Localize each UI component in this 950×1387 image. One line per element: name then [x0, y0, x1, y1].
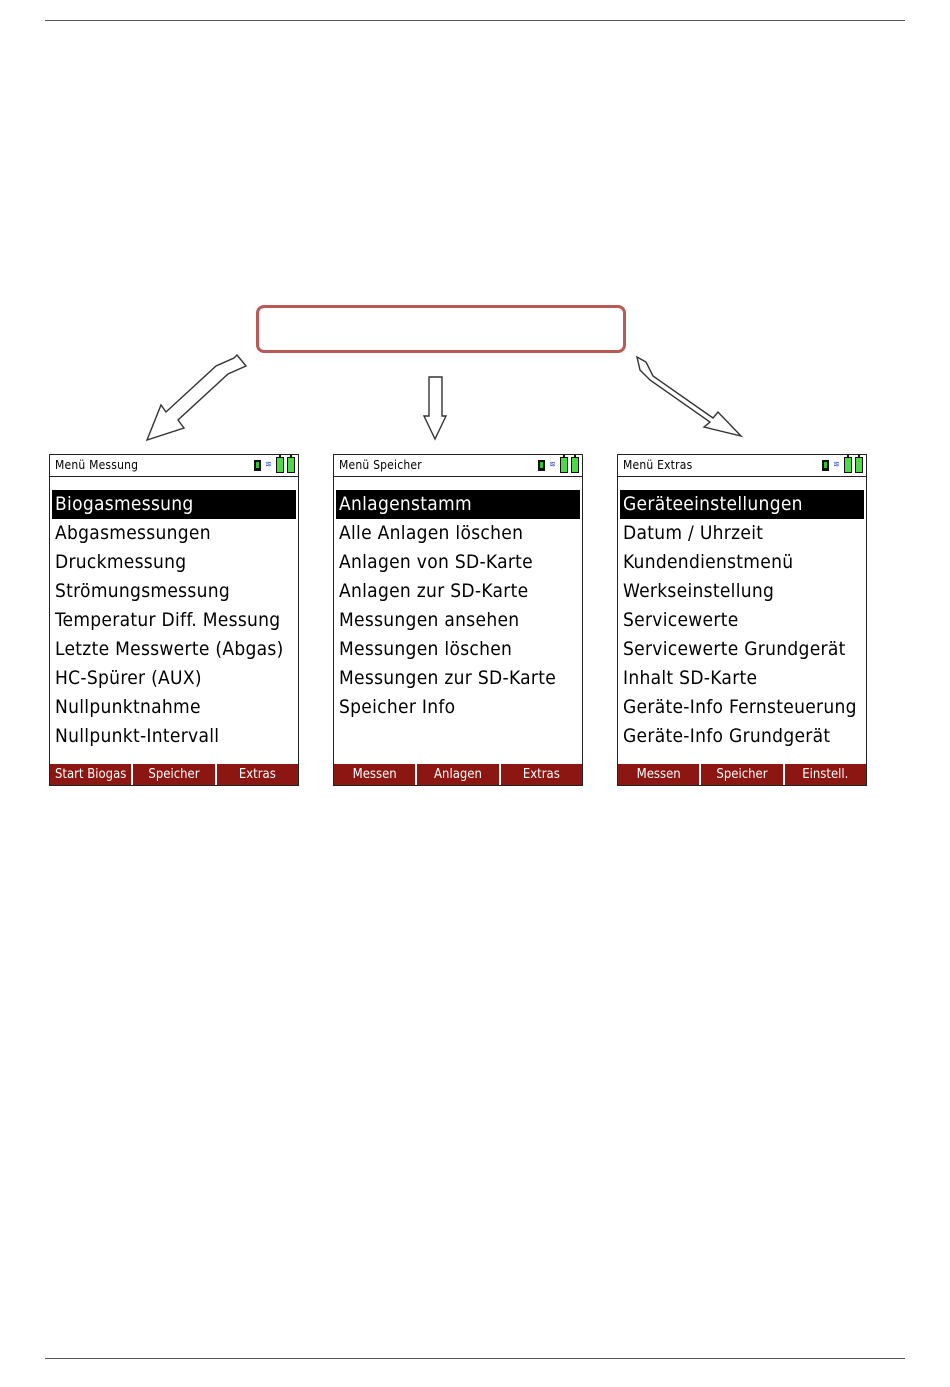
softkey-anlagen[interactable]: Anlagen: [415, 764, 498, 785]
arrows-layer: [0, 0, 950, 460]
softkey-speicher[interactable]: Speicher: [699, 764, 782, 785]
menu-item-hc-spuerer[interactable]: HC-Spürer (AUX): [55, 667, 202, 689]
softkey-bar: [618, 764, 866, 785]
sd-card-icon: [538, 460, 545, 471]
wireless-icon: ≋: [833, 460, 840, 470]
arrow-down-icon: [424, 377, 446, 439]
menu-item-inhalt-sd[interactable]: Inhalt SD-Karte: [623, 667, 758, 689]
menu-item-alle-anlagen-loeschen[interactable]: Alle Anlagen löschen: [339, 522, 524, 544]
battery-icon: [560, 457, 568, 473]
screen-title: Menü Speicher: [339, 458, 422, 472]
battery-icon: [276, 457, 284, 473]
softkey-bar: [334, 764, 582, 785]
arrow-left-icon: [147, 355, 246, 440]
menu-item-stroemungsmessung[interactable]: Strömungsmessung: [55, 580, 231, 602]
menu-item-anlagen-zur-sd[interactable]: Anlagen zur SD-Karte: [339, 580, 529, 602]
menu-item-anlagen-von-sd[interactable]: Anlagen von SD-Karte: [339, 551, 533, 573]
footer-rule: [45, 1358, 905, 1359]
softkey-speicher[interactable]: Speicher: [131, 764, 214, 785]
softkey-einstell[interactable]: Einstell.: [783, 764, 866, 785]
softkey-extras[interactable]: Extras: [215, 764, 298, 785]
wireless-icon: ≋: [549, 460, 556, 470]
screen-menu-speicher: [333, 454, 583, 786]
status-icons: [254, 457, 295, 473]
menu-list: [52, 490, 296, 751]
menu-item-datum-uhrzeit[interactable]: Datum / Uhrzeit: [623, 522, 764, 544]
battery-icon: [571, 457, 579, 473]
battery-icon: [844, 457, 852, 473]
menu-item-geraete-info-grundgeraet[interactable]: Geräte-Info Grundgerät: [623, 725, 831, 747]
menu-item-kundendienstmenue[interactable]: Kundendienstmenü: [623, 551, 794, 573]
title-bar: [50, 455, 298, 477]
softkey-messen[interactable]: Messen: [636, 767, 681, 782]
menu-item-werkseinstellung[interactable]: Werkseinstellung: [623, 580, 775, 602]
softkey-extras[interactable]: Extras: [499, 764, 582, 785]
title-bar: [334, 455, 582, 477]
sd-card-icon: [254, 460, 261, 471]
screen-menu-extras: [617, 454, 867, 786]
menu-item-geraeteeinstellungen[interactable]: Geräteeinstellungen: [620, 490, 864, 519]
arrow-right-icon: [637, 357, 741, 436]
screen-title: Menü Messung: [55, 458, 139, 472]
menu-item-messungen-loeschen[interactable]: Messungen löschen: [339, 638, 513, 660]
menu-list: [336, 490, 580, 722]
menu-item-temperatur-diff[interactable]: Temperatur Diff. Messung: [55, 609, 281, 631]
screen-menu-messung: [49, 454, 299, 786]
title-bar: [618, 455, 866, 477]
softkey-messen[interactable]: Messen: [352, 767, 397, 782]
menu-item-messungen-zur-sd[interactable]: Messungen zur SD-Karte: [339, 667, 557, 689]
menu-item-druckmessung[interactable]: Druckmessung: [55, 551, 187, 573]
menu-item-servicewerte[interactable]: Servicewerte: [623, 609, 739, 631]
softkey-start-biogas[interactable]: Start Biogas: [54, 767, 127, 782]
status-icons: [538, 457, 579, 473]
sd-card-icon: [822, 460, 829, 471]
battery-icon: [287, 457, 295, 473]
menu-item-abgasmessungen[interactable]: Abgasmessungen: [55, 522, 211, 544]
menu-item-letzte-messwerte[interactable]: Letzte Messwerte (Abgas): [55, 638, 284, 660]
menu-item-biogasmessung[interactable]: Biogasmessung: [52, 490, 296, 519]
status-icons: [822, 457, 863, 473]
menu-item-messungen-ansehen[interactable]: Messungen ansehen: [339, 609, 520, 631]
screen-title: Menü Extras: [623, 458, 693, 472]
battery-icon: [855, 457, 863, 473]
menu-item-nullpunkt-intervall[interactable]: Nullpunkt-Intervall: [55, 725, 220, 747]
menu-list: [620, 490, 864, 751]
menu-item-servicewerte-grundgeraet[interactable]: Servicewerte Grundgerät: [623, 638, 846, 660]
menu-item-nullpunktnahme[interactable]: Nullpunktnahme: [55, 696, 201, 718]
menu-item-geraete-info-fernsteuerung[interactable]: Geräte-Info Fernsteuerung: [623, 696, 857, 718]
wireless-icon: ≋: [265, 460, 272, 470]
softkey-bar: [50, 764, 298, 785]
menu-item-speicher-info[interactable]: Speicher Info: [339, 696, 456, 718]
menu-item-anlagenstamm[interactable]: Anlagenstamm: [336, 490, 580, 519]
